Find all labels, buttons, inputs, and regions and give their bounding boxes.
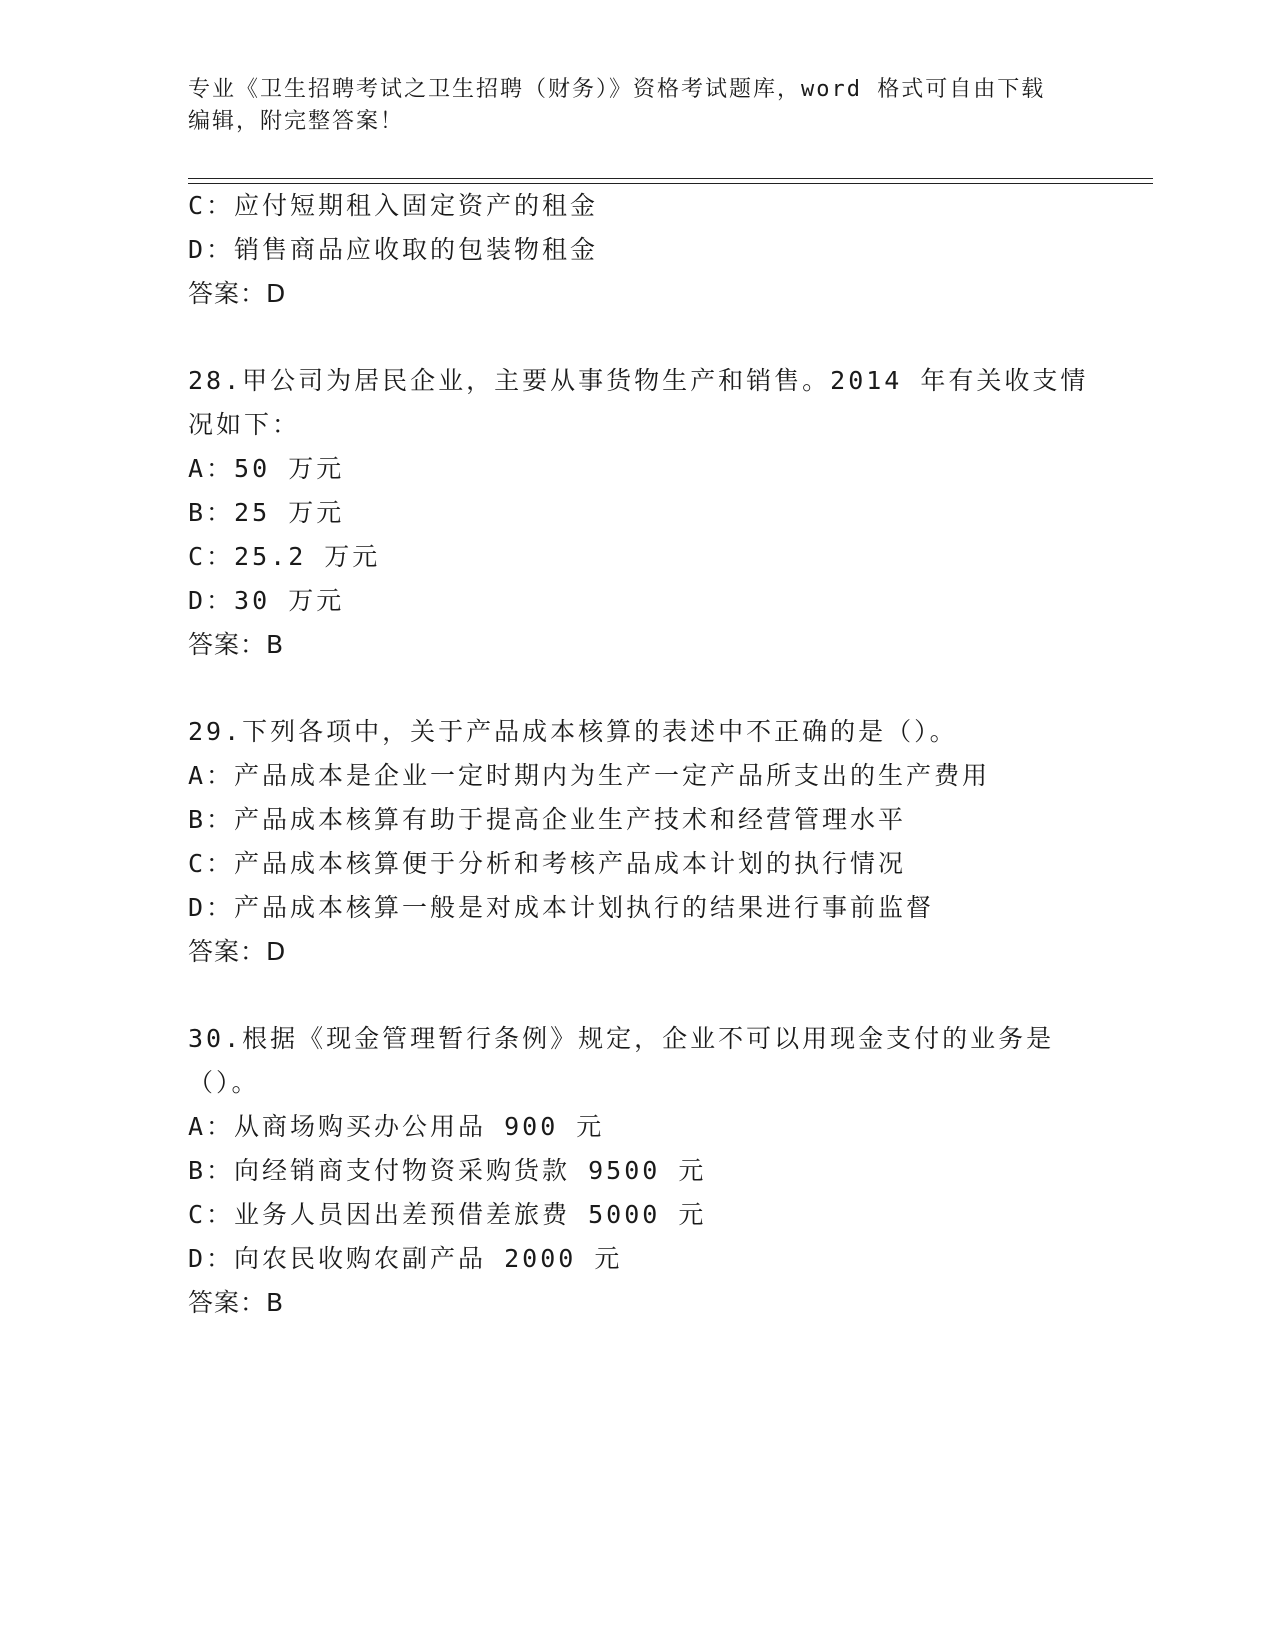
q29-stem-line-1: 29.下列各项中，关于产品成本核算的表述中不正确的是（）。 xyxy=(188,717,958,746)
q30-option-d: D：向农民收购农副产品 2000 元 xyxy=(188,1244,623,1273)
q28-stem-line-1: 28.甲公司为居民企业，主要从事货物生产和销售。2014 年有关收支情 xyxy=(188,366,1089,395)
q28-option-a: A：50 万元 xyxy=(188,454,345,483)
q30-stem-line-2: （）。 xyxy=(188,1068,260,1097)
prev-answer: 答案：D xyxy=(188,279,287,308)
header-divider-bottom xyxy=(188,183,1153,184)
prev-option-d: D：销售商品应收取的包装物租金 xyxy=(188,235,599,264)
q30-stem-line-1: 30.根据《现金管理暂行条例》规定，企业不可以用现金支付的业务是 xyxy=(188,1024,1055,1053)
q30-option-c: C：业务人员因出差预借差旅费 5000 元 xyxy=(188,1200,707,1229)
q30-option-b: B：向经销商支付物资采购货款 9500 元 xyxy=(188,1156,707,1185)
q28-option-b: B：25 万元 xyxy=(188,498,345,527)
q29-option-d: D：产品成本核算一般是对成本计划执行的结果进行事前监督 xyxy=(188,893,935,922)
q30-answer: 答案：B xyxy=(188,1288,285,1317)
q28-option-c: C：25.2 万元 xyxy=(188,542,381,571)
q29-answer: 答案：D xyxy=(188,937,287,966)
q28-option-d: D：30 万元 xyxy=(188,586,345,615)
q29-option-b: B：产品成本核算有助于提高企业生产技术和经营管理水平 xyxy=(188,805,907,834)
q30-option-a: A：从商场购买办公用品 900 元 xyxy=(188,1112,605,1141)
document-header xyxy=(188,74,1088,138)
header-divider-top xyxy=(188,178,1153,179)
header-line-1: 专业《卫生招聘考试之卫生招聘（财务）》资格考试题库，word 格式可自由下载 xyxy=(188,77,1046,102)
q28-stem-line-2: 况如下： xyxy=(188,410,301,439)
prev-option-c: C：应付短期租入固定资产的租金 xyxy=(188,191,599,220)
header-line-2: 编辑，附完整答案！ xyxy=(188,109,405,134)
q28-answer: 答案：B xyxy=(188,630,285,659)
q29-option-c: C：产品成本核算便于分析和考核产品成本计划的执行情况 xyxy=(188,849,907,878)
q29-option-a: A：产品成本是企业一定时期内为生产一定产品所支出的生产费用 xyxy=(188,761,991,790)
